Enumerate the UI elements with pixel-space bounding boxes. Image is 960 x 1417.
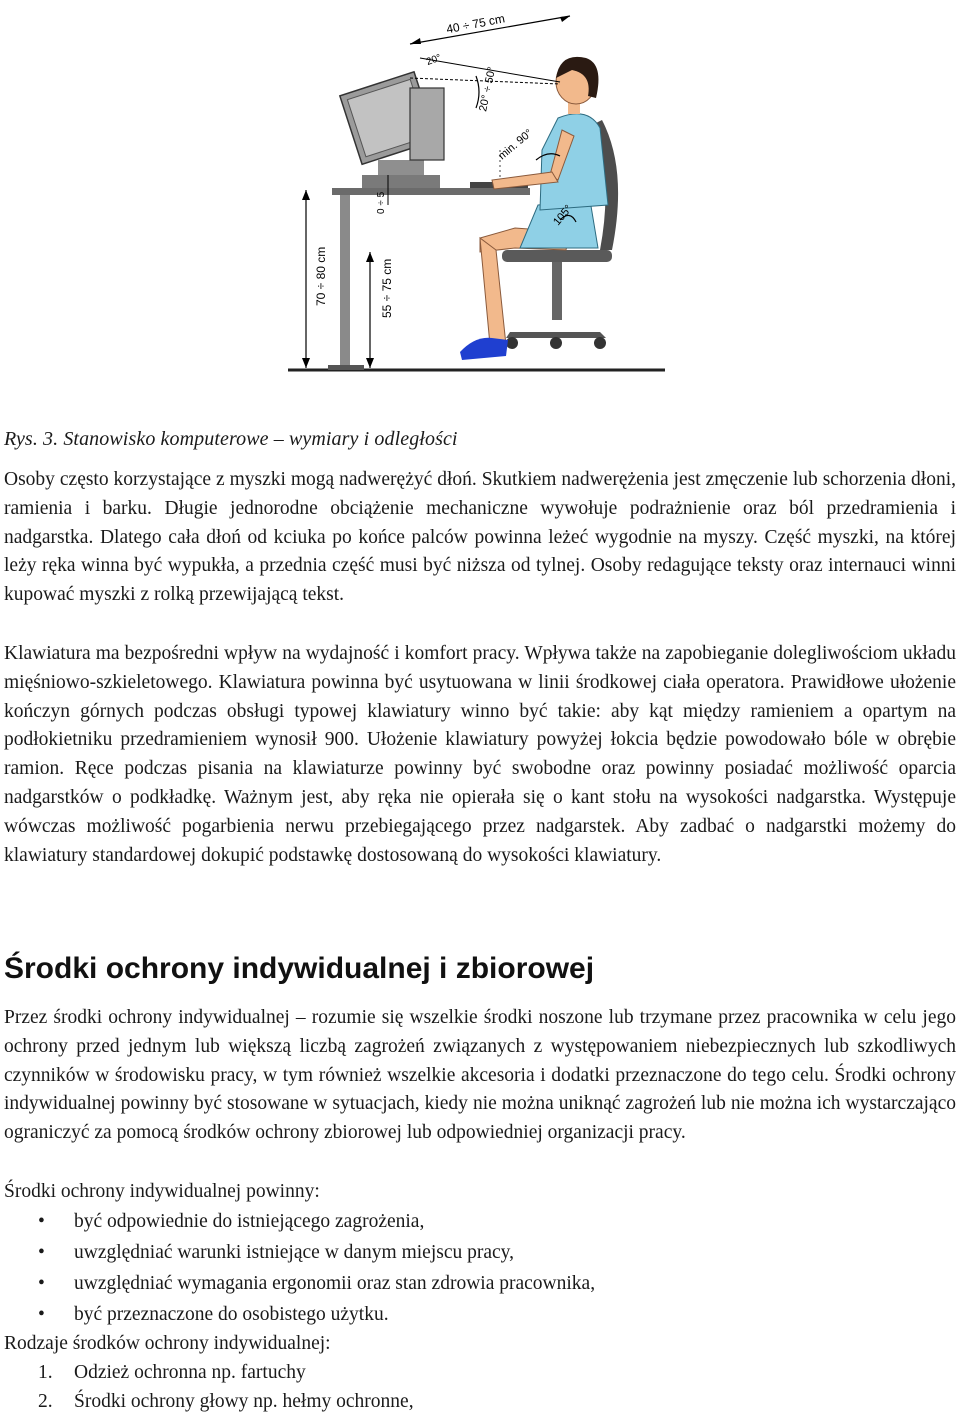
dim-distance-label: 40 ÷ 75 cm [445,11,506,37]
ppe-types-list [4,1358,414,1416]
list-item: • być odpowiednie do istniejącego zagrożenia, [38,1211,425,1232]
dim-seat-height-label: 55 ÷ 75 cm [380,258,394,318]
figure-caption: Rys. 3. Stanowisko komputerowe – wymiary i odległości [4,428,458,450]
dim-desk-height-label: 70 ÷ 80 cm [314,246,328,306]
dim-gap-label: 0 ÷ 5 [376,191,387,214]
list-item: 2. Środki ochrony głowy np. hełmy ochronne, [38,1391,414,1412]
dim-angle-knee-label: 105° [551,202,575,228]
paragraph-mouse: Osoby często korzystające z myszki mogą nadwerężyć dłoń. Skutkiem nadwerężenia jest zmęczenie lub schorzenia dłoni, ramienia i barku. Długie jednorodne obciążenie mechaniczne wywołuje podrażnienie oraz ból przedramienia i nadgarstka. Dlatego cała dłoń od kciuka po końce palców powinna leżeć wygodnie na myszy. Część myszki, na której leży ręka winna być wypukła, a przednia część musi być niższa od tylnej. Osoby redagujące teksty oraz internauci winni kupować myszki z rolką przewijającą tekst. [4,469,956,606]
lead-ppe-requirements: Środki ochrony indywidualnej powinny: [4,1181,320,1202]
list-item: • uwzględniać warunki istniejące w danym miejscu pracy, [38,1242,515,1263]
paragraph-ppe-definition: Przez środki ochrony indywidualnej – rozumie się wszelkie środki noszone lub trzymane przez pracownika w celu jego ochrony przed jednym lub większą liczbą zagrożeń związanych z występowaniem niebezpiecznych lub szkodliwych czynników w środowisku pracy, w tym również wszelkie akcesoria i dodatki przeznaczone do tego celu. Środki ochrony indywidualnej powinny być stosowane w sytuacjach, kiedy nie można uniknąć zagrożeń lub nie można ich wystarczająco ograniczyć za pomocą środków ochrony zbiorowej lub odpowiedniej organizacji pracy. [4,1007,956,1144]
lead-ppe-types: Rodzaje środków ochrony indywidualnej: [4,1333,331,1354]
list-item: • być przeznaczone do osobistego użytku. [38,1304,389,1325]
workstation-illustration [270,0,670,380]
list-item: • uwzględniać wymagania ergonomii oraz stan zdrowia pracownika, [38,1273,596,1294]
dim-angle-top-label: 20° [424,52,443,68]
ppe-requirements-list [4,1206,954,1330]
dim-angle-elbow-label: min. 90° [496,127,535,163]
dim-angle-screen-label: 20° ÷ 50° [477,65,499,113]
section-heading: Środki ochrony indywidualnej i zbiorowej [4,952,595,985]
paragraph-keyboard: Klawiatura ma bezpośredni wpływ na wydajność i komfort pracy. Wpływa także na zapobieganie dolegliwościom układu mięśniowo-szkieletowego. Klawiatura powinna być usytuowana w linii środkowej ciała operatora. Prawidłowe ułożenie kończyn górnych podczas obsługi typowej klawiatury winno być takie: aby kąt między ramieniem a opartym na podłokietniku przedramieniem wynosił 900. Ułożenie klawiatury powyżej łokcia będzie powodowało bóle w obrębie ramion. Ręce podczas pisania na klawiaturze powinny być swobodne oraz powinny posiadać możliwość oparcia nadgarstków o podkładkę. Ważnym jest, aby ręka nie opierała się o kant stołu na wysokości nadgarstka. Występuje wówczas możliwość pogarbienia nerwu przebiegającego przez nadgarstek. Aby zadbać o nadgarstki możemy do klawiatury standardowej dokupić podstawkę dostosowaną do wysokości klawiatury. [4,643,956,866]
list-item: 1. Odzież ochronna np. fartuchy [38,1362,306,1383]
